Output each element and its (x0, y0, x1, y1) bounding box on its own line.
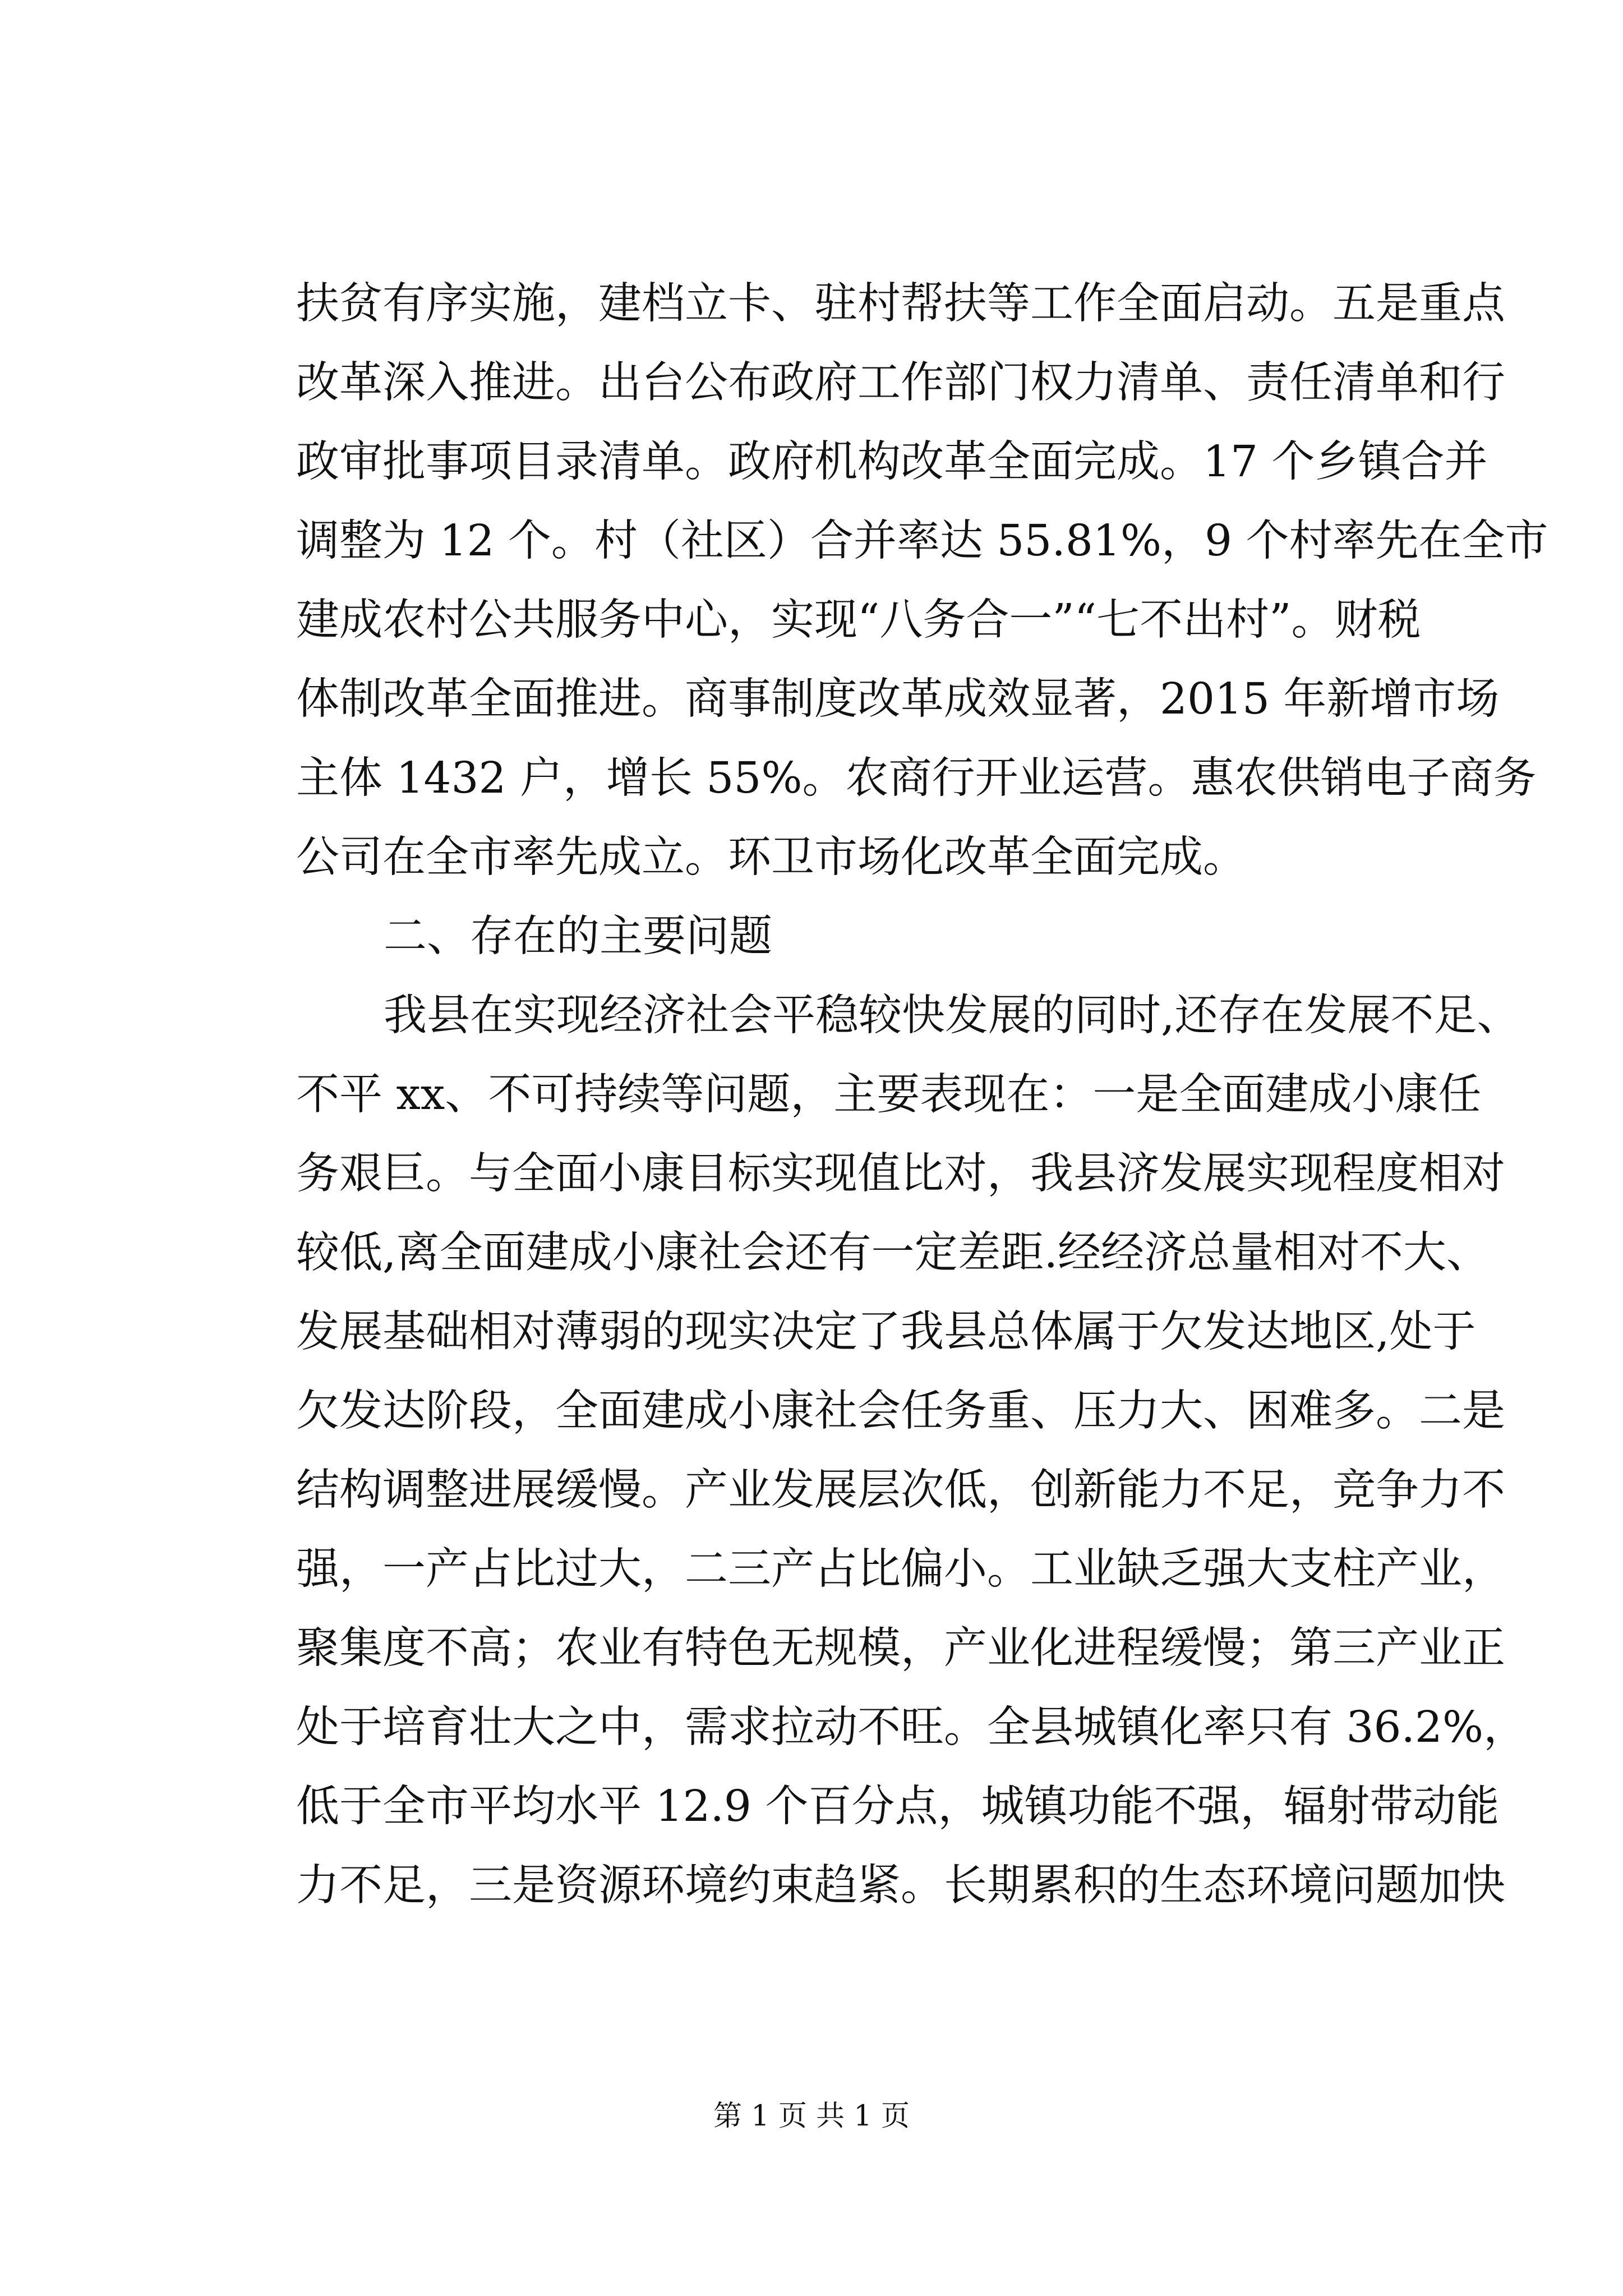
page-footer: 第 1 页 共 1 页 (713, 2100, 910, 2133)
text-line: 调整为 12 个。村（社区）合并率达 55.81%，9 个村率先在全市 (296, 516, 1548, 566)
text-line: 低于全市平均水平 12.9 个百分点，城镇功能不强，辐射带动能 (296, 1782, 1500, 1832)
text-line: 强，一产占比过大，二三产占比偏小。工业缺乏强大支柱产业， (296, 1544, 1505, 1594)
section-heading: 二、存在的主要问题 (384, 912, 772, 961)
text-line: 政审批事项目录清单。政府机构改革全面完成。17 个乡镇合并 (296, 437, 1488, 487)
text-line: 公司在全市率先成立。环卫市场化改革全面完成。 (296, 832, 1246, 882)
text-line: 体制改革全面推进。商事制度改革成效显著，2015 年新增市场 (296, 674, 1500, 724)
text-line: 发展基础相对薄弱的现实决定了我县总体属于欠发达地区,处于 (296, 1307, 1476, 1357)
text-line: 处于培育壮大之中，需求拉动不旺。全县城镇化率只有 36.2%， (296, 1703, 1527, 1752)
text-line: 我县在实现经济社会平稳较快发展的同时,还存在发展不足、 (384, 991, 1520, 1041)
text-line: 力不足，三是资源环境约束趋紧。长期累积的生态环境问题加快 (296, 1861, 1505, 1911)
text-line: 不平 xx、不可持续等问题，主要表现在：一是全面建成小康任 (296, 1070, 1482, 1120)
text-line: 欠发达阶段，全面建成小康社会任务重、压力大、困难多。二是 (296, 1386, 1505, 1436)
text-line: 主体 1432 户，增长 55%。农商行开业运营。惠农供销电子商务 (296, 753, 1537, 803)
document-body (296, 264, 1548, 1925)
text-line: 建成农村公共服务中心，实现“八务合一”“七不出村”。财税 (296, 595, 1421, 645)
text-line: 较低,离全面建成小康社会还有一定差距.经经济总量相对不大、 (296, 1228, 1490, 1278)
text-line: 扶贫有序实施，建档立卡、驻村帮扶等工作全面启动。五是重点 (296, 279, 1505, 329)
text-line: 改革深入推进。出台公布政府工作部门权力清单、责任清单和行 (296, 358, 1505, 408)
text-line: 务艰巨。与全面小康目标实现值比对，我县济发展实现程度相对 (296, 1149, 1505, 1199)
text-line: 结构调整进展缓慢。产业发展层次低，创新能力不足，竞争力不 (296, 1465, 1505, 1515)
text-line: 聚集度不高；农业有特色无规模，产业化进程缓慢；第三产业正 (296, 1623, 1505, 1673)
